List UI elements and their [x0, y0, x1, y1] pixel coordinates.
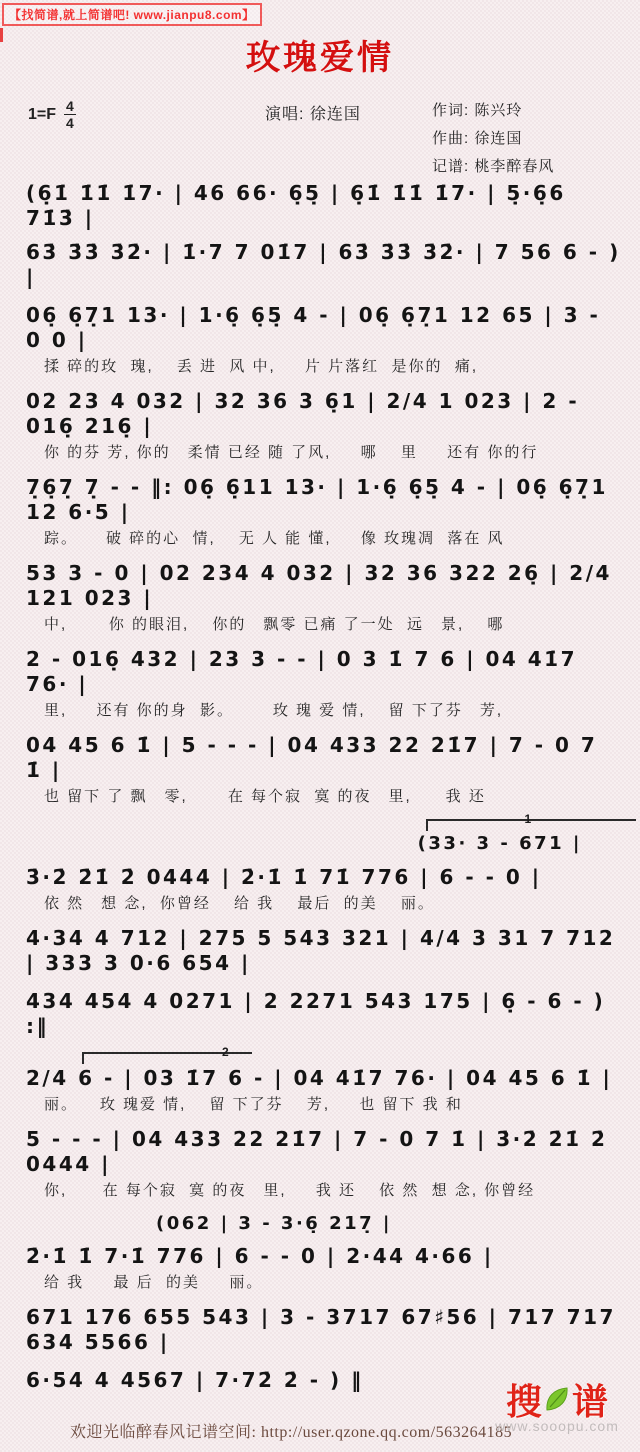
score-line	[26, 733, 622, 806]
score-line	[26, 1127, 622, 1200]
score-line	[26, 240, 631, 290]
notation-line: 3̇·2̇ 2̇1̇ 2̇ 0444 | 2̇·1̇ 1̇ 71̇ 776 | 6 - - 0 |	[26, 864, 542, 889]
first-ending-bracket	[426, 812, 636, 831]
time-signature	[64, 99, 76, 130]
score-line	[26, 647, 622, 720]
notation-line: 53 3 - 0 | 02 234 4 032 | 32 36 322 26̣ | 2/4 121 023 |	[26, 561, 622, 610]
jianpu8-banner: 【找简谱,就上简谱吧! www.jianpu8.com】	[2, 3, 262, 26]
sooopu-logo	[482, 1381, 632, 1434]
left-edge-mark	[0, 28, 3, 42]
notation-line: 6·54 4 4567 | 7·72̇ 2̇ - ) ‖	[26, 1368, 364, 1392]
second-ending-number: 2	[222, 1044, 229, 1059]
notation-line: 671 176 655 543 | 3 - 3717 67♯56 | 717 717 634 5566 |	[26, 1305, 626, 1354]
second-ending-bracket	[82, 1044, 252, 1064]
footer-note: 欢迎光临醉春风记谱空间: http://user.qzone.qq.com/563264185	[70, 1424, 513, 1441]
notation-line: 434 454 4 0271 | 2 2271 543 175 | 6̣ - 6 - ) :‖	[26, 988, 615, 1038]
lyrics-line: 揉 碎的玫 瑰, 丢 进 风 中, 片 片落红 是你的 痛,	[44, 358, 479, 375]
logo-char-left: 搜	[505, 1381, 542, 1423]
lyrics-line: 也 留下 了 飘 零, 在 每个寂 寞 的夜 里, 我 还	[44, 788, 486, 805]
score-line	[26, 389, 622, 462]
key-signature	[28, 99, 76, 130]
score-line-pickup-first-ending	[26, 812, 622, 856]
lyrics-line: 你 的芬 芳, 你的 柔情 已经 随 了风, 哪 里 还有 你的行	[44, 444, 539, 461]
lyrics-line: 依 然 想 念, 你曾经 给 我 最后 的美 丽。	[44, 894, 435, 912]
score-line	[26, 989, 622, 1039]
composer-credit: 作曲: 徐连国	[432, 129, 523, 147]
notation-line: 5 - - - | 04 433 22 21̇7 | 7 - 0 7 1̇ | 3̇·2̇ 2̇1̇ 2̇ 0444 |	[26, 1126, 617, 1176]
logo-url: www.sooopu.com	[495, 1418, 619, 1434]
score-line	[26, 925, 625, 976]
first-ending-number: 1	[524, 812, 532, 826]
logo-char-right: 谱	[572, 1381, 609, 1423]
notation-line: (33· 3 - 671 |	[417, 833, 582, 854]
score-line	[26, 475, 622, 548]
notation-line: 2 - 016̣ 432 | 23 3 - - | 0 3 1̇ 7 6 | 04 41̇7 76· |	[26, 647, 587, 696]
notation-line: 06̣ 6̣7̣1 13· | 1·6̣ 6̣5̣ 4 - | 06̣ 6̣7̣1 12 65 | 3 - 0 0 |	[26, 303, 610, 352]
score-line	[26, 181, 622, 231]
notation-line: 4·34 4 712 | 275 5 543 321 | 4/4 3 31 7 712 | 333 3 0·6 654 |	[26, 925, 625, 975]
notation-line: (062 | 3 - 3·6̣ 217̣ |	[156, 1212, 393, 1234]
score-line-pickup	[26, 1213, 622, 1236]
lyrics-line: 中, 你 的眼泪, 你的 飘零 已痛 了一处 远 景, 哪	[44, 616, 505, 633]
song-meta	[0, 81, 640, 177]
lyrics-line: 给 我 最 后 的美 丽。	[44, 1274, 264, 1291]
singer-credit: 演唱: 徐连国	[265, 106, 361, 123]
lyricist-credit: 作词: 陈兴玲	[432, 102, 523, 119]
leaf-icon	[540, 1383, 574, 1417]
score-line	[26, 561, 622, 634]
credits-block	[432, 97, 554, 180]
notation-line: 63̇ 3̇3̇ 3̇2̇· | 1̇·7 7 01̇7 | 63̇ 3̇3̇ 3̇2̇· | 7 56 6 - ) |	[26, 240, 631, 289]
song-title: 玫瑰爱情	[246, 38, 394, 78]
score-line	[26, 1244, 622, 1292]
lyrics-line: 你, 在 每个寂 寞 的夜 里, 我 还 依 然 想 念, 你曾经	[44, 1181, 536, 1199]
score-body	[0, 177, 640, 1393]
notation-line: 2/4 6 - | 03 1̇7 6 - | 04 41̇7 76· | 04 45 6 1̇ |	[26, 1065, 613, 1090]
lyrics-line: 里, 还有 你的身 影。 玫 瑰 爱 情, 留 下了芬 芳,	[44, 702, 504, 719]
notation-line: 04 45 6 1̇ | 5 - - - | 04 433 22 21̇7 | 7 - 0 7 1̇ |	[26, 733, 607, 782]
time-signature-bottom: 4	[66, 115, 74, 131]
time-signature-top: 4	[66, 98, 74, 114]
notation-line: 2̇·1̇ 1̇ 7·1̇ 776 | 6 - - 0 | 2·44 4·66 |	[26, 1244, 494, 1268]
key-label: 1=F	[28, 105, 57, 123]
notation-line: (6̣1̇ 1̇1̇ 1̇7· | 46 66· 6̣5̣ | 6̣1̇ 1̇1̇ 1̇7· | 5̣·6̣6 71̇3̇ |	[26, 181, 576, 230]
notator-credit: 记谱: 桃李醉春风	[432, 157, 555, 175]
score-line	[26, 1305, 626, 1355]
notation-line: 7̣6̣7̣ 7̣ - - ‖: 06̣ 6̣11 13· | 1·6̣ 6̣5̣ 4 - | 06̣ 6̣7̣1 12 6·5 |	[26, 475, 618, 524]
lyrics-line: 丽。 玫 瑰爱 情, 留 下了芬 芳, 也 留下 我 和	[44, 1095, 463, 1113]
score-line	[26, 865, 622, 913]
score-line-second-ending	[26, 1044, 622, 1114]
score-line	[26, 303, 622, 376]
notation-line: 02 23 4 032 | 32 36 3 6̣1 | 2/4 1 023 | 2 - 016̣ 216̣ |	[26, 389, 589, 438]
lyrics-line: 踪。 破 碎的心 情, 无 人 能 懂, 像 玫瑰凋 落在 风	[44, 530, 505, 547]
